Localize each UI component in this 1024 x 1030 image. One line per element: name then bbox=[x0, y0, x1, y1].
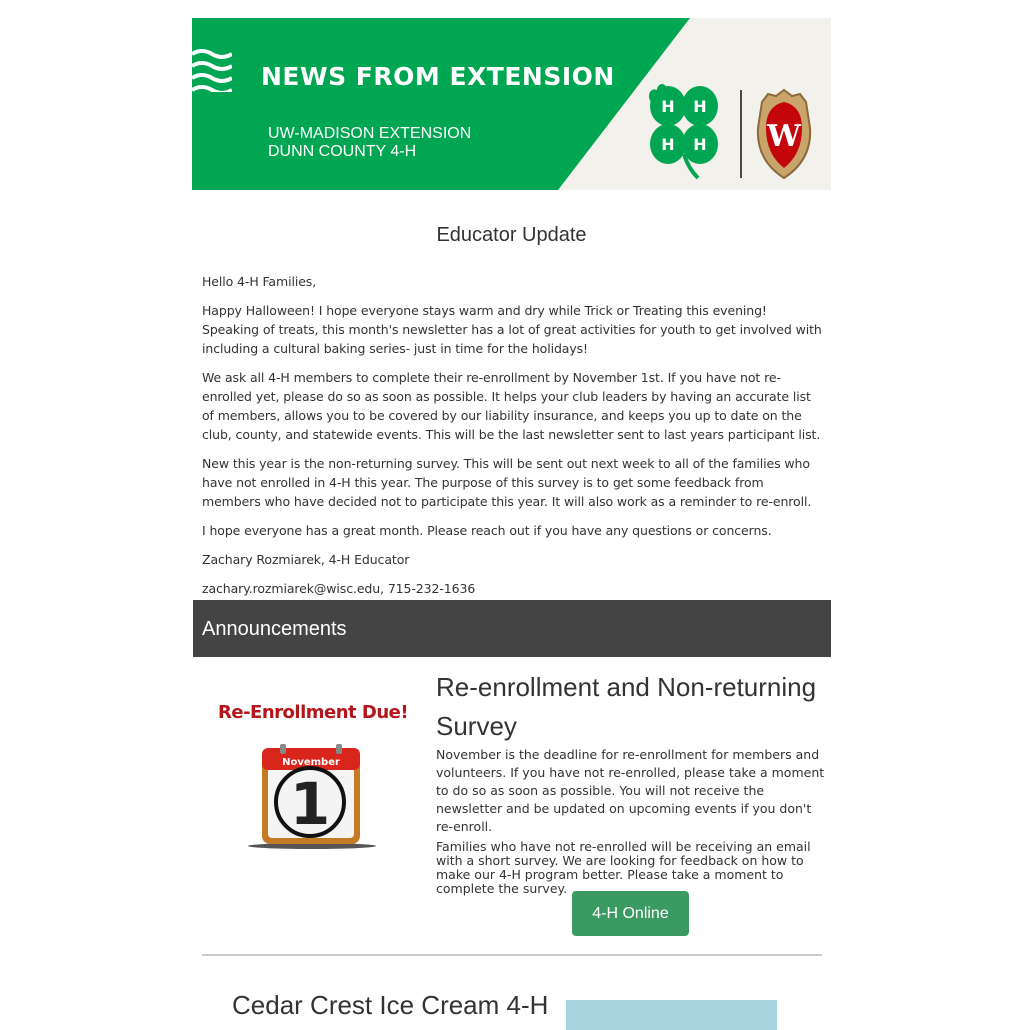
educator-update-body bbox=[202, 272, 824, 608]
reenrollment-paragraph-1: November is the deadline for re-enrollment for members and volunteers. If you have not re-enrolled, please take a moment to do so as soon as possible. You will not receive the newsletter and be updated on upcoming events if you don't re-enroll. bbox=[436, 747, 825, 834]
announcements-header: Announcements bbox=[193, 600, 831, 657]
educator-update-title: Educator Update bbox=[436, 224, 587, 246]
reenrollment-image-title: Re-Enrollment Due! bbox=[218, 702, 409, 723]
svg-text:H: H bbox=[693, 97, 707, 116]
paragraph: New this year is the non-returning survey. This will be sent out next week to all of the families who have not enrolled in 4-H this year. The purpose of this survey is to get some feedback from members who have decided not to participate this year. It will also work as a reminder to re-enroll. bbox=[202, 456, 812, 509]
banner-subtitle-line1: UW-MADISON EXTENSION bbox=[268, 125, 472, 142]
paragraph: Happy Halloween! I hope everyone stays warm and dry while Trick or Treating this evening! Speaking of treats, this month's newsletter has a lot of great activities for youth to get involved with including a cultural baking series- just in time for the holidays! bbox=[202, 303, 822, 356]
calendar-day: 1 bbox=[289, 770, 331, 838]
svg-text:H: H bbox=[661, 97, 675, 116]
banner-subtitle-line2: DUNN COUNTY 4-H bbox=[268, 143, 417, 160]
newsletter-container bbox=[192, 18, 831, 596]
signature: Zachary Rozmiarek, 4-H Educator bbox=[202, 552, 410, 567]
calendar-month: November bbox=[282, 757, 340, 768]
svg-text:H: H bbox=[693, 135, 707, 154]
banner-subtitle bbox=[268, 125, 471, 161]
paragraph: I hope everyone has a great month. Please reach out if you have any questions or concerns. bbox=[202, 523, 772, 538]
banner-green-panel bbox=[192, 18, 831, 190]
banner-title: NEWS FROM EXTENSION bbox=[261, 62, 615, 91]
section-divider bbox=[202, 954, 822, 956]
calendar-icon bbox=[246, 744, 378, 850]
svg-text:H: H bbox=[661, 135, 675, 154]
cedar-crest-title: Cedar Crest Ice Cream 4-H bbox=[232, 990, 549, 1020]
paragraph: We ask all 4-H members to complete their re-enrollment by November 1st. If you have not re-enrolled yet, please do so as soon as possible. It helps your club leaders by having an accurate list of members, allows you to be covered by our liability insurance, and keeps you up to date on the club, county, and statewide events. This will be the last newsletter sent to last years participant list. bbox=[202, 370, 821, 442]
greeting: Hello 4-H Families, bbox=[202, 274, 317, 289]
four-h-clover-icon bbox=[638, 84, 730, 180]
reenrollment-title: Re-enrollment and Non-returning Survey bbox=[436, 672, 817, 741]
reenrollment-paragraph-2: Families who have not re-enrolled will be receiving an email with a short survey. We are looking for feedback on how to make our 4-H program better. Please take a moment to complete the survey. bbox=[436, 839, 811, 896]
newsletter-banner bbox=[192, 18, 831, 190]
logo-divider bbox=[740, 90, 742, 178]
svg-text:W: W bbox=[767, 119, 801, 154]
contact-info[interactable]: zachary.rozmiarek@wisc.edu, 715-232-1636 bbox=[202, 581, 476, 596]
uw-crest-icon bbox=[754, 88, 814, 180]
cedar-crest-image bbox=[566, 1000, 777, 1030]
four-h-online-button[interactable]: 4-H Online bbox=[572, 891, 689, 936]
waves-icon bbox=[192, 48, 232, 92]
reenrollment-image bbox=[218, 702, 408, 852]
